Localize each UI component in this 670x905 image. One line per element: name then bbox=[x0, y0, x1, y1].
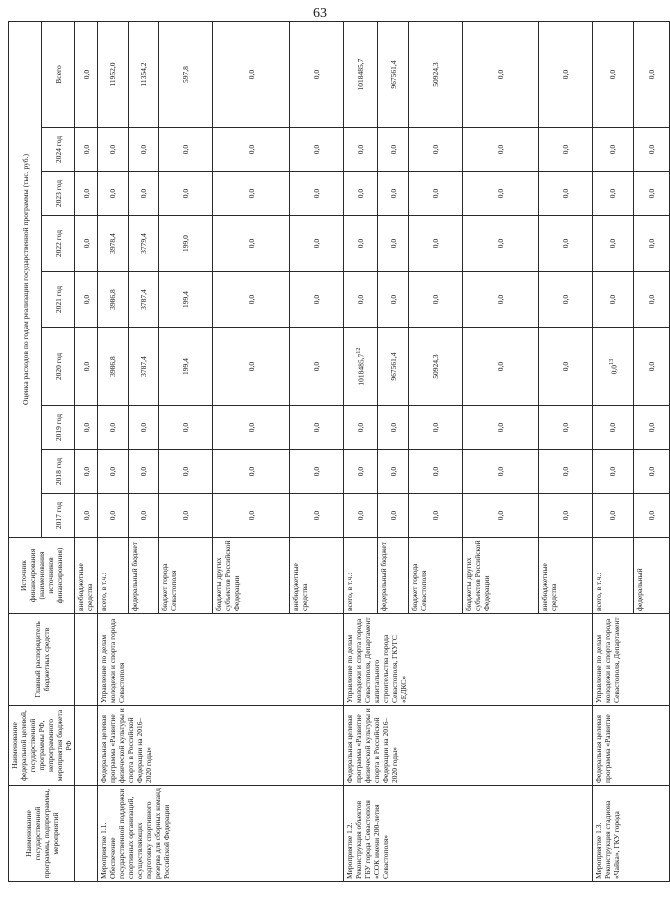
total-cell bbox=[408, 21, 462, 127]
value-text: 0,0 bbox=[388, 238, 398, 249]
value-text: 0,0 bbox=[430, 144, 440, 155]
value-text: 3986,8 bbox=[108, 289, 118, 310]
manager-cell: Управление по делам молодежи и спорта города Севастополя, Департамент bbox=[593, 614, 670, 706]
value-cell: 0,0 bbox=[75, 272, 98, 328]
value-text: 0,0 bbox=[181, 510, 191, 521]
header-year: 2022 год bbox=[42, 216, 75, 272]
value-text: 0,0 bbox=[496, 510, 505, 521]
value-text: 597,8 bbox=[181, 66, 191, 83]
value-cell bbox=[213, 216, 290, 272]
value-cell bbox=[378, 328, 409, 406]
value-cell bbox=[539, 494, 593, 538]
value-text: 0,0 bbox=[355, 510, 365, 521]
value-text: 0,0 bbox=[181, 466, 191, 477]
value-text: 0,0 bbox=[561, 510, 571, 521]
header-event: Наименование государственной программы, подпрограммы, мероприятий bbox=[9, 786, 75, 882]
total-cell bbox=[593, 21, 634, 127]
table-row bbox=[98, 21, 129, 881]
total-cell bbox=[539, 21, 593, 127]
value-text: 0,0 bbox=[561, 422, 571, 433]
value-text: 0,0 bbox=[646, 238, 656, 249]
value-cell bbox=[633, 272, 669, 328]
header-year: 2019 год bbox=[42, 406, 75, 450]
value-cell: 0,0 bbox=[75, 128, 98, 172]
value-cell bbox=[539, 172, 593, 216]
value-text: 0,0 bbox=[388, 188, 398, 199]
value-text: 0,0 bbox=[311, 188, 321, 199]
value-cell bbox=[408, 128, 462, 172]
value-text: 0,0 bbox=[608, 466, 618, 477]
value-cell bbox=[408, 172, 462, 216]
value-cell bbox=[633, 216, 669, 272]
value-cell bbox=[159, 450, 213, 494]
event-cell: Мероприятие 1.1. Обеспечение государственной поддержки спортивных организаций, осуществляющих подготовку спортивного резерва для сборных команд Российской Федерации bbox=[98, 786, 344, 882]
value-text: 0,0 bbox=[430, 294, 440, 305]
value-text: 0,0 bbox=[430, 466, 440, 477]
value-text: 0,0 bbox=[430, 188, 440, 199]
value-text: 0,0 bbox=[561, 144, 571, 155]
value-cell bbox=[343, 494, 378, 538]
value-text: 0,0 bbox=[311, 144, 321, 155]
value-cell bbox=[378, 272, 409, 328]
value-cell bbox=[539, 216, 593, 272]
header-target-program: Наименование федеральной целевой, государственной программы РФ, непрограммного мероприятия бюджета РФ bbox=[9, 706, 75, 786]
value-cell bbox=[128, 272, 159, 328]
value-text: 0,0 bbox=[108, 466, 118, 477]
value-cell bbox=[462, 216, 539, 272]
value-text: 0,0 bbox=[608, 510, 618, 521]
table-body bbox=[75, 21, 670, 881]
value-cell: 0,0 bbox=[75, 406, 98, 450]
value-cell bbox=[289, 216, 343, 272]
value-cell bbox=[539, 128, 593, 172]
value-text: 0,0 bbox=[355, 422, 365, 433]
event-cell: Мероприятие 1.2. Реконструкция объектов ГБУ города Севастополя «СОК имени 200-летия Севастополя» bbox=[343, 786, 592, 882]
value-cell bbox=[593, 216, 634, 272]
value-cell bbox=[128, 406, 159, 450]
value-text: 3787,4 bbox=[139, 356, 149, 377]
header-source: Источник финансирования (наименования источников финансирования) bbox=[9, 538, 75, 614]
value-text: 0,0 bbox=[388, 510, 398, 521]
value-cell bbox=[408, 272, 462, 328]
value-text: 0,0 bbox=[646, 144, 656, 155]
value-cell bbox=[128, 494, 159, 538]
value-cell bbox=[633, 450, 669, 494]
value-cell bbox=[633, 328, 669, 406]
value-cell bbox=[633, 406, 669, 450]
value-text: 0,0 bbox=[139, 510, 149, 521]
value-text: 0,0 bbox=[139, 466, 149, 477]
total-cell bbox=[289, 21, 343, 127]
value-text: 3978,4 bbox=[108, 233, 118, 254]
value-text: 0,0 bbox=[246, 466, 256, 477]
value-cell: 0,0 bbox=[75, 450, 98, 494]
value-cell bbox=[408, 450, 462, 494]
value-text: 11952,0 bbox=[108, 62, 118, 87]
header-total: Всего bbox=[42, 21, 75, 127]
value-cell bbox=[462, 272, 539, 328]
value-cell bbox=[378, 128, 409, 172]
footnote-marker: 13 bbox=[607, 358, 615, 365]
total-cell bbox=[213, 21, 290, 127]
target-program-cell: Федеральная целевая программа «Развитие физической культуры и спорта в Российской Федерации на 2016–2020 годы» bbox=[343, 706, 592, 786]
value-text: 0,0 bbox=[496, 144, 505, 155]
value-text: 0,0 bbox=[646, 361, 656, 372]
value-text: 0,0 bbox=[388, 294, 398, 305]
value-text: 0,0 bbox=[246, 510, 256, 521]
header-manager: Главный распорядитель бюджетных средств bbox=[9, 614, 75, 706]
value-text: 0,0 bbox=[181, 422, 191, 433]
value-cell bbox=[98, 406, 129, 450]
value-cell bbox=[289, 328, 343, 406]
rotated-table-container bbox=[8, 22, 656, 882]
total-cell bbox=[462, 21, 539, 127]
value-text: 0,0 bbox=[646, 188, 656, 199]
value-cell bbox=[213, 172, 290, 216]
value-text: 0,0 bbox=[561, 69, 571, 80]
value-cell bbox=[128, 172, 159, 216]
value-text: 0,0 bbox=[139, 144, 149, 155]
value-text: 0,0 bbox=[608, 188, 618, 199]
value-text: 967561,4 bbox=[388, 352, 398, 381]
value-cell bbox=[378, 494, 409, 538]
value-text: 0,0 bbox=[646, 510, 656, 521]
value-cell bbox=[593, 128, 634, 172]
source-cell: всего, в т.ч.: bbox=[343, 538, 378, 614]
value-text: 0,0 bbox=[496, 294, 505, 305]
value-text: 0,0 bbox=[496, 69, 505, 80]
value-cell bbox=[343, 272, 378, 328]
value-text: 50924,3 bbox=[430, 62, 440, 87]
value-cell bbox=[159, 494, 213, 538]
value-text: 0,0 bbox=[646, 466, 656, 477]
total-cell bbox=[159, 21, 213, 127]
value-text: 50924,3 bbox=[430, 354, 440, 379]
value-cell bbox=[408, 216, 462, 272]
value-cell bbox=[378, 216, 409, 272]
value-cell: 0,0 bbox=[75, 216, 98, 272]
value-text: 0,0 bbox=[246, 69, 256, 80]
value-cell bbox=[289, 272, 343, 328]
source-cell: бюджеты других субъектов Российской Федерации bbox=[213, 538, 290, 614]
value-cell bbox=[159, 272, 213, 328]
header-year: 2024 год bbox=[42, 128, 75, 172]
value-text: 0,0 bbox=[608, 144, 618, 155]
value-text: 3787,4 bbox=[139, 289, 149, 310]
value-text: 0,0 bbox=[388, 144, 398, 155]
value-text: 0,0 bbox=[355, 238, 365, 249]
source-cell: федеральный бюджет bbox=[378, 538, 409, 614]
value-text: 0,0 bbox=[181, 144, 191, 155]
value-cell bbox=[289, 494, 343, 538]
value-cell bbox=[343, 406, 378, 450]
value-cell bbox=[159, 172, 213, 216]
value-cell bbox=[213, 272, 290, 328]
value-text: 0,0 bbox=[496, 361, 505, 372]
value-text: 0,0 bbox=[646, 294, 656, 305]
value-cell: 0,0 bbox=[75, 328, 98, 406]
value-cell bbox=[213, 328, 290, 406]
value-cell bbox=[213, 494, 290, 538]
value-text: 0,0 bbox=[246, 361, 256, 372]
value-text: 0,0 bbox=[311, 361, 321, 372]
table-row bbox=[593, 21, 634, 881]
target-program-cell bbox=[75, 706, 98, 786]
value-text: 0,0 bbox=[139, 188, 149, 199]
value-cell bbox=[593, 272, 634, 328]
table-header bbox=[9, 21, 75, 881]
value-cell bbox=[539, 406, 593, 450]
value-text: 1018485,7 bbox=[356, 353, 366, 386]
value-cell bbox=[289, 406, 343, 450]
value-cell bbox=[128, 328, 159, 406]
event-cell: Мероприятие 1.3. Реконструкция стадиона «Чайка», ГКУ города bbox=[593, 786, 670, 882]
value-text: 0,0 bbox=[311, 294, 321, 305]
value-text: 0,0 bbox=[496, 422, 505, 433]
value-cell: 0,0 bbox=[75, 494, 98, 538]
value-cell bbox=[593, 172, 634, 216]
value-text: 967561,4 bbox=[388, 60, 398, 89]
value-cell bbox=[343, 216, 378, 272]
value-text: 0,0 bbox=[311, 422, 321, 433]
value-text: 0,0 bbox=[646, 422, 656, 433]
value-text: 0,0 bbox=[108, 422, 118, 433]
total-cell bbox=[128, 21, 159, 127]
value-cell bbox=[633, 172, 669, 216]
value-cell bbox=[289, 128, 343, 172]
value-text: 0,0 bbox=[139, 422, 149, 433]
value-cell bbox=[98, 128, 129, 172]
total-cell bbox=[633, 21, 669, 127]
value-text: 0,0 bbox=[246, 294, 256, 305]
source-cell: всего, в т.ч.: bbox=[593, 538, 634, 614]
value-text: 3986,8 bbox=[108, 356, 118, 377]
value-cell bbox=[98, 272, 129, 328]
value-cell bbox=[539, 450, 593, 494]
total-cell bbox=[98, 21, 129, 127]
manager-cell: Управление по делам молодежи и спорта города Севастополя bbox=[98, 614, 344, 706]
value-text: 0,0 bbox=[355, 294, 365, 305]
value-cell bbox=[593, 450, 634, 494]
source-cell: федеральный бюджет bbox=[128, 538, 159, 614]
value-text: 0,0 bbox=[108, 188, 118, 199]
value-cell bbox=[462, 494, 539, 538]
value-text: 0,0 bbox=[355, 144, 365, 155]
value-text: 0,0 bbox=[355, 188, 365, 199]
value-cell bbox=[159, 216, 213, 272]
header-year: 2021 год bbox=[42, 272, 75, 328]
target-program-cell: Федеральная целевая программа «Развитие физической культуры и спорта в Российской Федерации на 2016–2020 годы» bbox=[98, 706, 344, 786]
value-text: 0,0 bbox=[561, 188, 571, 199]
value-text: 0,0 bbox=[608, 294, 618, 305]
value-cell bbox=[462, 128, 539, 172]
value-text: 0,0 bbox=[181, 188, 191, 199]
source-cell: бюджеты других субъектов Российской Федерации bbox=[462, 538, 539, 614]
value-text: 0,0 bbox=[608, 238, 618, 249]
source-cell: внебюджетные средства bbox=[289, 538, 343, 614]
target-program-cell: Федеральная целевая программа «Развитие bbox=[593, 706, 670, 786]
value-text: 0,0 bbox=[608, 422, 618, 433]
value-text: 0,0 bbox=[430, 422, 440, 433]
total-cell bbox=[378, 21, 409, 127]
value-cell bbox=[343, 128, 378, 172]
value-text: 0,0 bbox=[496, 466, 505, 477]
header-year: 2018 год bbox=[42, 450, 75, 494]
value-text: 0,0 bbox=[246, 238, 256, 249]
source-cell: федеральный bbox=[633, 538, 669, 614]
budget-table bbox=[8, 21, 670, 882]
value-text: 0,0 bbox=[355, 466, 365, 477]
value-text: 0,0 bbox=[246, 188, 256, 199]
value-text: 0,0 bbox=[561, 294, 571, 305]
value-text: 0,0 bbox=[311, 466, 321, 477]
value-text: 0,0 bbox=[496, 238, 505, 249]
value-cell bbox=[98, 494, 129, 538]
value-cell bbox=[462, 172, 539, 216]
value-cell bbox=[633, 494, 669, 538]
value-text: 0,0 bbox=[646, 69, 656, 80]
page-number: 63 bbox=[313, 6, 327, 21]
value-text: 3779,4 bbox=[139, 233, 149, 254]
table-row bbox=[343, 21, 378, 881]
header-year: 2023 год bbox=[42, 172, 75, 216]
value-cell bbox=[539, 272, 593, 328]
value-text: 0,0 bbox=[496, 188, 505, 199]
value-cell bbox=[462, 450, 539, 494]
value-text: 0,0 bbox=[608, 69, 618, 80]
source-cell: внебюджетные средства bbox=[75, 538, 98, 614]
value-cell bbox=[159, 406, 213, 450]
value-cell bbox=[378, 450, 409, 494]
value-cell bbox=[159, 128, 213, 172]
value-cell bbox=[128, 216, 159, 272]
header-year: 2020 год bbox=[42, 328, 75, 406]
header-estimate: Оценка расходов по годам реализации государственной программы (тыс. руб.) bbox=[9, 21, 42, 537]
value-cell bbox=[98, 172, 129, 216]
manager-cell: Управление по делам молодежи и спорта города Севастополя, Департамент капитального строительства города Севастополя, ГКУГС «ЕДКС» bbox=[343, 614, 592, 706]
value-text: 199,4 bbox=[181, 291, 191, 308]
value-text: 0,0 bbox=[430, 510, 440, 521]
value-cell bbox=[98, 328, 129, 406]
value-text: 0,0 bbox=[108, 510, 118, 521]
total-cell bbox=[343, 21, 378, 127]
value-cell bbox=[633, 128, 669, 172]
value-text: 0,0 bbox=[311, 69, 321, 80]
value-text: 0,0 bbox=[388, 422, 398, 433]
value-cell: 0,0 bbox=[75, 172, 98, 216]
value-text: 0,0 bbox=[246, 422, 256, 433]
value-cell bbox=[593, 328, 634, 406]
value-text: 1018485,7 bbox=[355, 58, 365, 91]
header-year: 2017 год bbox=[42, 494, 75, 538]
value-cell bbox=[343, 328, 378, 406]
value-cell bbox=[159, 328, 213, 406]
manager-cell bbox=[75, 614, 98, 706]
value-cell bbox=[593, 494, 634, 538]
source-cell: внебюджетные средства bbox=[539, 538, 593, 614]
value-cell bbox=[539, 328, 593, 406]
value-text: 0,0 bbox=[430, 238, 440, 249]
footnote-marker: 12 bbox=[355, 347, 363, 354]
value-cell bbox=[213, 128, 290, 172]
value-cell: 0,0 bbox=[75, 21, 98, 127]
value-text: 199,4 bbox=[181, 358, 191, 375]
value-text: 0,0 bbox=[561, 238, 571, 249]
value-cell bbox=[289, 450, 343, 494]
value-text: 0,0 bbox=[311, 510, 321, 521]
value-cell bbox=[378, 406, 409, 450]
value-text: 0,0 bbox=[561, 361, 571, 372]
value-cell bbox=[462, 406, 539, 450]
value-cell bbox=[593, 406, 634, 450]
value-cell bbox=[408, 494, 462, 538]
value-cell bbox=[128, 450, 159, 494]
value-cell bbox=[378, 172, 409, 216]
value-cell bbox=[213, 450, 290, 494]
value-cell bbox=[462, 328, 539, 406]
value-text: 0,0 bbox=[609, 364, 619, 375]
value-cell bbox=[213, 406, 290, 450]
value-text: 0,0 bbox=[561, 466, 571, 477]
value-text: 0,0 bbox=[311, 238, 321, 249]
table-row bbox=[75, 21, 98, 881]
value-cell bbox=[98, 216, 129, 272]
value-cell bbox=[343, 172, 378, 216]
source-cell: бюджет города Севастополя bbox=[159, 538, 213, 614]
value-cell bbox=[408, 328, 462, 406]
value-cell bbox=[128, 128, 159, 172]
value-cell bbox=[343, 450, 378, 494]
source-cell: всего, в т.ч.: bbox=[98, 538, 129, 614]
value-text: 0,0 bbox=[108, 144, 118, 155]
value-text: 0,0 bbox=[388, 466, 398, 477]
value-cell bbox=[408, 406, 462, 450]
value-cell bbox=[98, 450, 129, 494]
value-cell bbox=[289, 172, 343, 216]
value-text: 0,0 bbox=[246, 144, 256, 155]
value-text: 199,0 bbox=[181, 235, 191, 252]
value-text: 11354,2 bbox=[139, 62, 149, 87]
source-cell: бюджет города Севастополя bbox=[408, 538, 462, 614]
event-cell bbox=[75, 786, 98, 882]
